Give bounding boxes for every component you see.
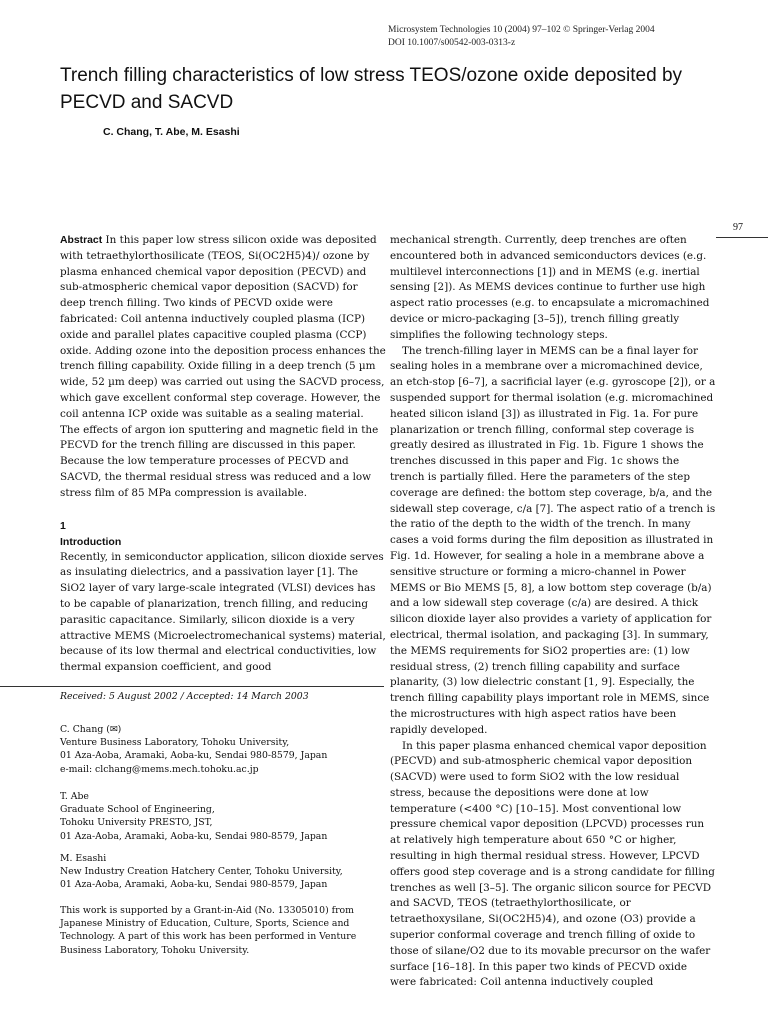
aff-line: 01 Aza-Aoba, Aramaki, Aoba-ku, Sendai 980-8579, Japan	[60, 879, 328, 891]
journal-header	[388, 24, 655, 50]
aff-line: C. Chang (✉)	[60, 724, 122, 735]
aff-line: Graduate School of Engineering,	[60, 804, 215, 816]
author-list: C. Chang, T. Abe, M. Esashi	[103, 126, 240, 138]
left-column	[60, 233, 386, 676]
paper-title: Trench filling characteristics of low stress TEOS/ozone oxide deposited by PECVD and SACVD	[60, 65, 683, 113]
journal-citation: Microsystem Technologies 10 (2004) 97–102 © Springer-Verlag 2004	[388, 25, 655, 35]
section-number: 1	[60, 519, 66, 532]
aff-line: 01 Aza-Aoba, Aramaki, Aoba-ku, Sendai 980-8579, Japan	[60, 750, 328, 762]
aff-line: 01 Aza-Aoba, Aramaki, Aoba-ku, Sendai 980-8579, Japan	[60, 830, 328, 842]
footnote-rule	[0, 686, 384, 687]
aff-line: New Industry Creation Hatchery Center, Tohoku University,	[60, 866, 343, 878]
affiliation-abe	[60, 790, 386, 843]
abstract-text: In this paper low stress silicon oxide was deposited with tetraethylorthosilicate (TEOS, Si(OC2H5)4)/ ozone by plasma enhanced chemical vapor deposition (PECVD) and sub-atmospheric chemical vapor deposition (SACVD) for deep trench filling. Two kinds of PECVD oxide were fabricated: Coil antenna inductively coupled plasma (ICP) oxide and parallel plates capacitive coupled plasma (CCP) oxide. Adding ozone into the deposition process enhances the trench filling capability. Oxide filling in a deep trench (5 µm wide, 52 µm deep) was carried out using the SACVD process, which gave excellent conformal step coverage. However, the coil antenna ICP oxide was suitable as a sealing material. The effects of argon ion sputtering and magnetic field in the PECVD for the trench filling are discussed in this paper. Because the low temperature processes of PECVD and SACVD, the thermal residual stress was reduced and a low stress film of 85 MPa compression is available.	[60, 234, 386, 499]
section-title: Introduction	[60, 535, 122, 548]
page-number: 97	[733, 222, 743, 233]
affiliation-chang	[60, 723, 386, 776]
right-column	[390, 233, 716, 991]
abstract	[60, 233, 386, 502]
aff-line: Venture Business Laboratory, Tohoku University,	[60, 737, 290, 749]
body-paragraph-2: The trench-filling layer in MEMS can be a final layer for sealing holes in a membrane over a micromachined device, an etch-stop [6–7], a sacrificial layer (e.g. gyroscope [2]), or a suspended support for thermal isolation (e.g. micromachined heated silicon island [3]) as illustrated in Fig. 1a. For pure planarization or trench filling, conformal step coverage is greatly desired as illustrated in Fig. 1b. Figure 1 shows the trenches discussed in this paper and Fig. 1c shows the trench is partially filled. Here the parameters of the step coverage are defined: the bottom step coverage, b/a, and the sidewall step coverage, c/a [7]. The aspect ratio of a trench is the ratio of the depth to the width of the trench. In many cases a void forms during the film deposition as illustrated in Fig. 1d. However, for sealing a hole in a membrane above a sensitive structure or forming a micro-channel in Power MEMS or Bio MEMS [5, 8], a low bottom step coverage (b/a) and a low sidewall step coverage (c/a) are desired. A thick silicon dioxide layer also provides a variety of application for electrical, thermal isolation, and packaging [3]. In summary, the MEMS requirements for SiO2 properties are: (1) low residual stress, (2) trench filling capability and surface planarity, (3) low dielectric constant [1, 9]. Especially, the trench filling capability plays important role in MEMS, since the microstructures with high aspect ratios have been rapidly developed.	[390, 344, 716, 736]
abstract-label: Abstract	[60, 235, 103, 246]
aff-line: T. Abe	[60, 791, 89, 802]
email-line: e-mail: clchang@mems.mech.tohoku.ac.jp	[60, 763, 259, 775]
aff-line: M. Esashi	[60, 853, 107, 864]
intro-paragraph-1: Recently, in semiconductor application, silicon dioxide serves as insulating dielectrics, and a passivation layer [1]. The SiO2 layer of vary large-scale integrated (VLSI) devices has to be capable of planarization, trench filling, and reducing parasitic capacitance. Similarly, silicon dioxide is a very attractive MEMS (Microelectromechanical systems) material, because of its low thermal and electrical conductivities, low thermal expansion coefficient, and good	[60, 550, 386, 674]
received-dates: Received: 5 August 2002 / Accepted: 14 March 2003	[60, 691, 309, 702]
doi: DOI 10.1007/s00542-003-0313-z	[388, 38, 516, 48]
grant-acknowledgement: This work is supported by a Grant-in-Aid (No. 13305010) from Japanese Ministry of Education, Culture, Sports, Science and Technology. A part of this work has been performed in Venture Business Laboratory, Tohoku University.	[60, 905, 357, 956]
body-paragraph-1: mechanical strength. Currently, deep trenches are often encountered both in advanced semiconductors devices (e.g. multilevel interconnections [1]) and in MEMS (e.g. inertial sensing [2]). As MEMS devices continue to further use high aspect ratio processes (e.g. to encapsulate a micromachined device or micro-packaging [3–5]), trench filling greatly simplifies the following technology steps.	[390, 234, 710, 341]
body-paragraph-3: In this paper plasma enhanced chemical vapor deposition (PECVD) and sub-atmospheric chemical vapor deposition (SACVD) were used to form SiO2 with the low residual stress, because the depositions were done at low temperature (<400 °C) [10–15]. Most conventional low pressure chemical vapor deposition (LPCVD) processes run at relatively high temperature about 650 °C or higher, resulting in high thermal residual stress. However, LPCVD offers good step coverage and is a strong candidate for filling trenches as well [3–5]. The organic silicon source for PECVD and SACVD, TEOS (tetraethylorthosilicate, or tetraethoxysilane, Si(OC2H5)4), and ozone (O3) provide a superior conformal coverage and trench filling of oxide to those of silane/O2 due to its movable precursor on the wafer surface [16–18]. In this paper two kinds of PECVD oxide were fabricated: Coil antenna inductively coupled	[390, 739, 715, 989]
affiliation-esashi	[60, 852, 386, 892]
aff-line: Tohoku University PRESTO, JST,	[60, 817, 213, 829]
page-number-rule	[716, 237, 768, 238]
